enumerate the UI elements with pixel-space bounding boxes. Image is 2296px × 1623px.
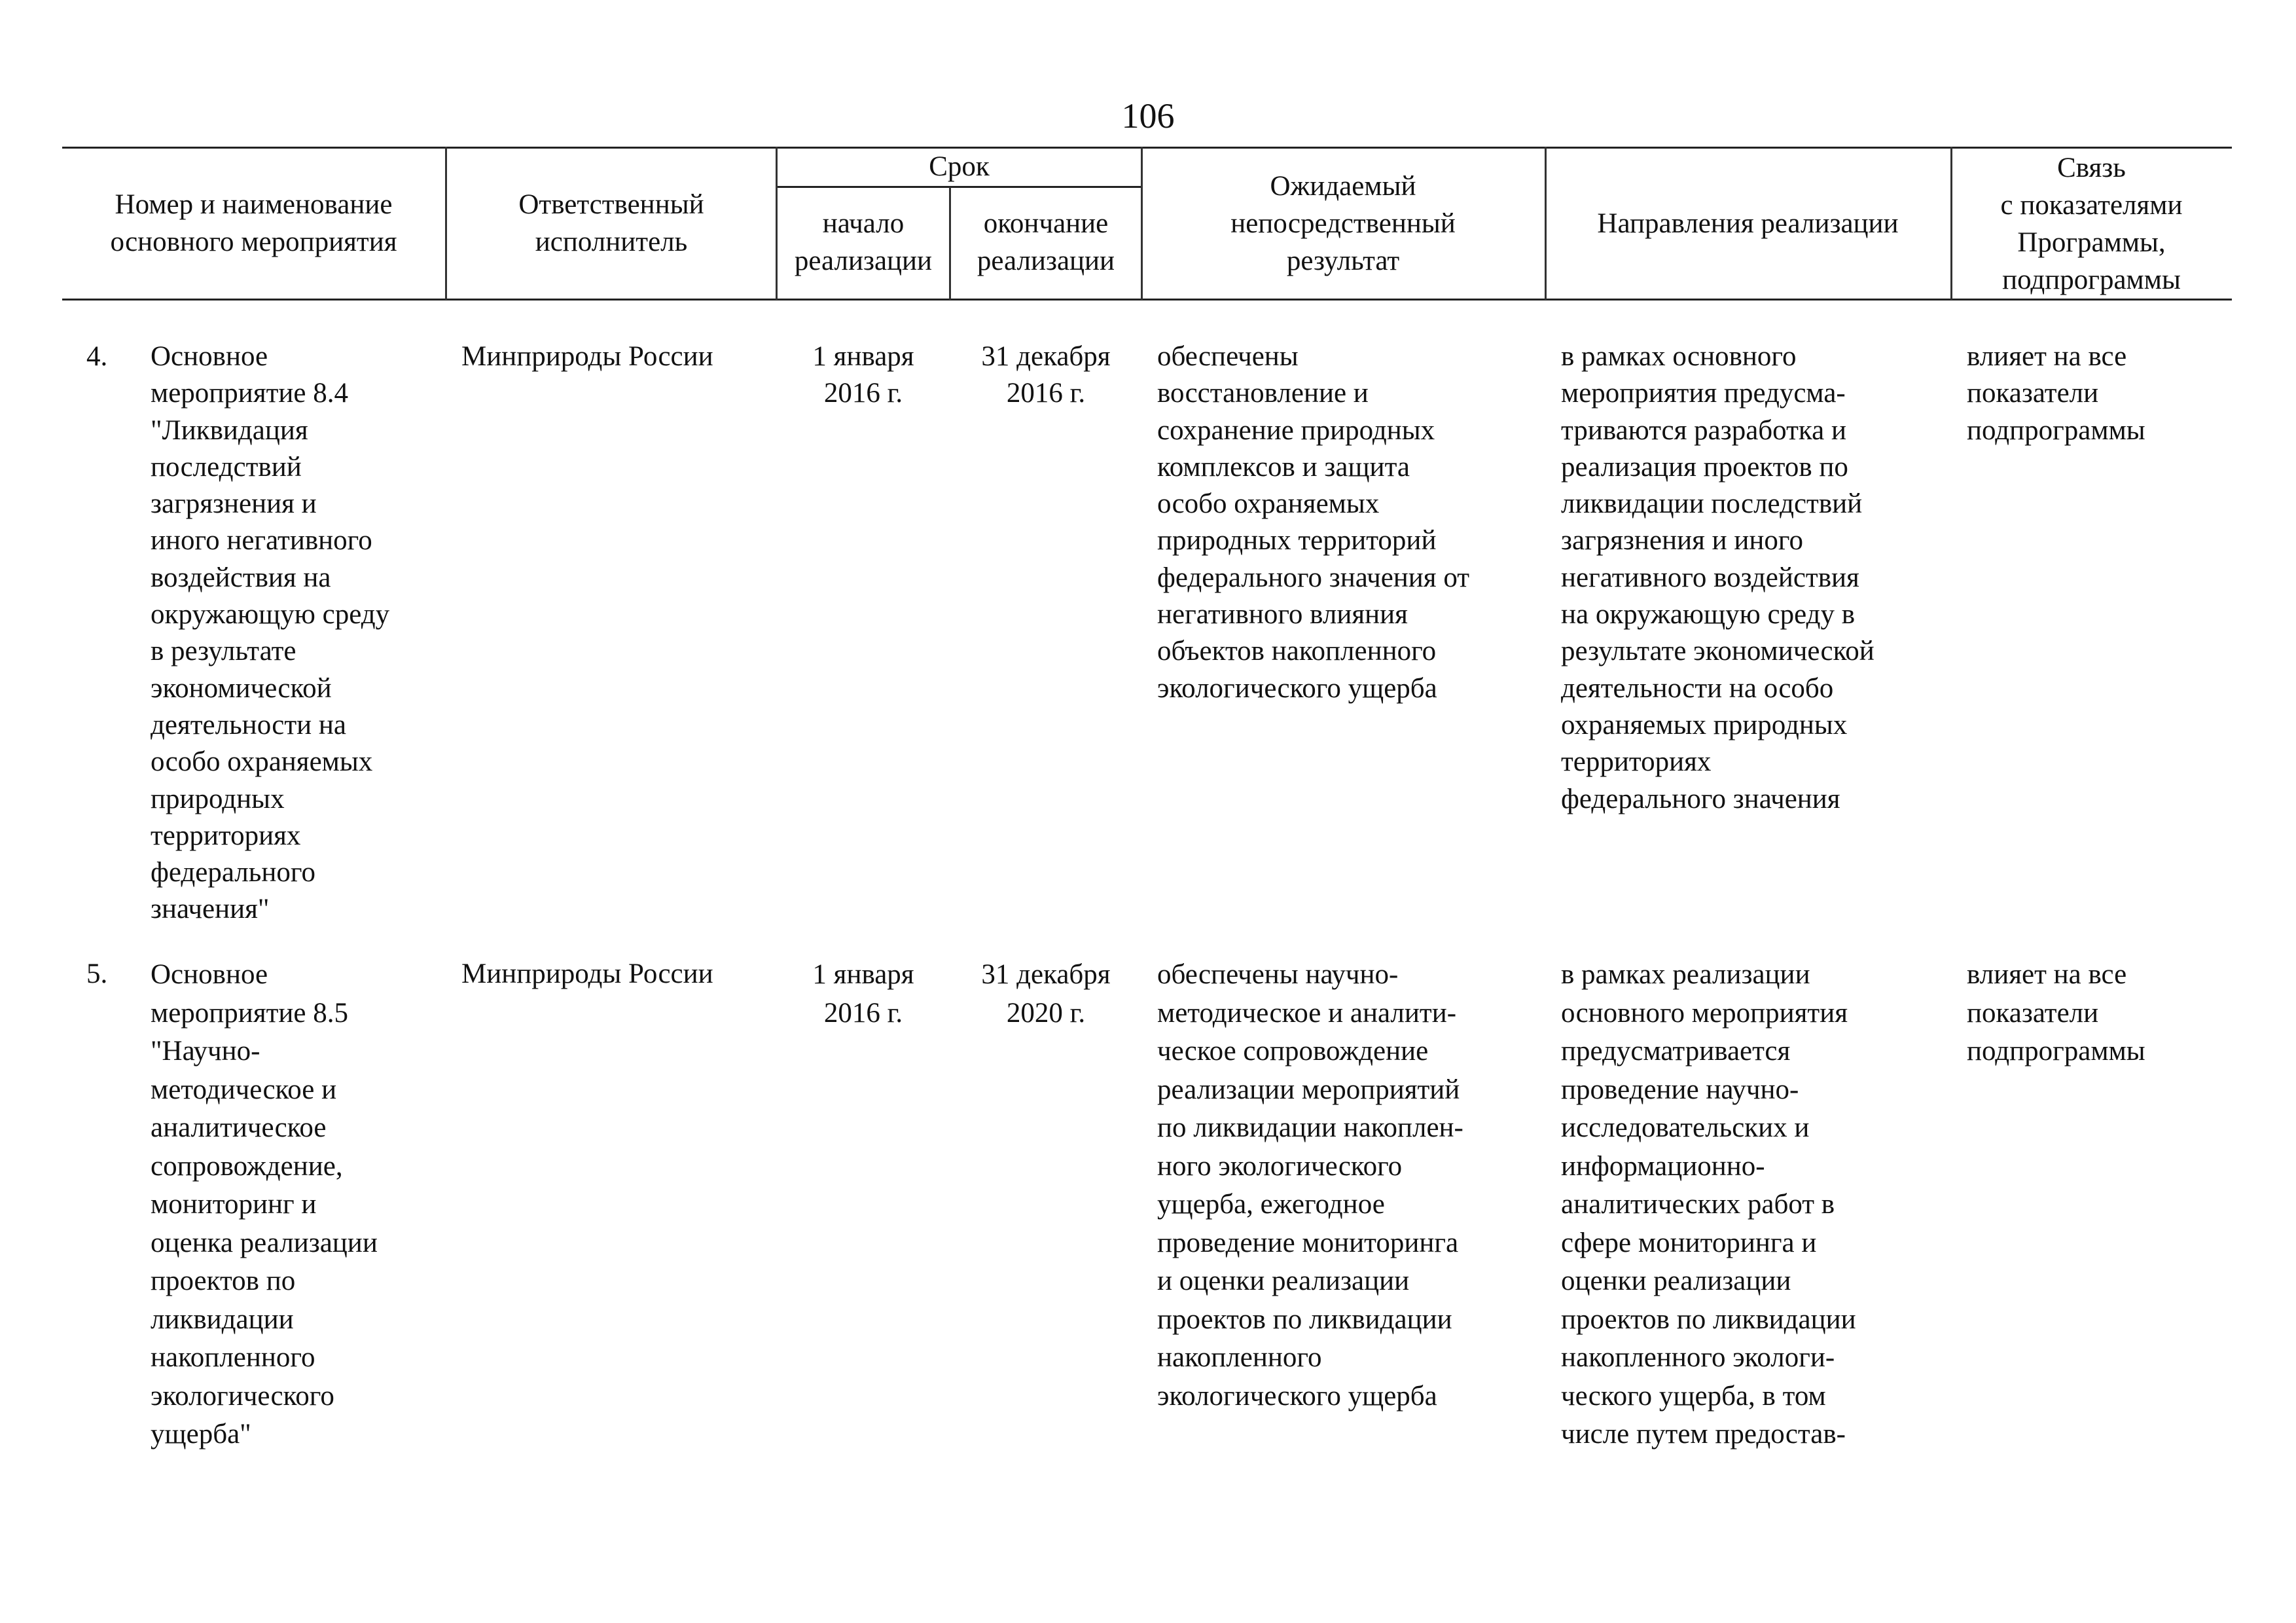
cell-line: накопленного экологи- <box>1561 1342 1835 1373</box>
cell-line: мероприятия предусма- <box>1561 378 1846 409</box>
cell-line: проведение научно- <box>1561 1074 1799 1105</box>
header-text: исполнитель <box>535 227 688 257</box>
header-col-term <box>778 148 1141 185</box>
cell-line: ущерба, ежегодное <box>1157 1189 1385 1220</box>
cell-line: Основное <box>151 959 268 990</box>
cell-line: проектов по ликвидации <box>1157 1304 1452 1335</box>
row-result <box>1157 956 1463 1415</box>
cell-line: федерального значения от <box>1157 562 1470 593</box>
cell-line: территориях <box>1561 746 1712 778</box>
cell-line: сохранение природных <box>1157 414 1435 446</box>
cell-line: ликвидации последствий <box>1561 488 1863 520</box>
row-directions <box>1561 956 1856 1454</box>
cell-line: последствий <box>151 451 302 483</box>
header-text: результат <box>1286 246 1400 276</box>
cell-line: числе путем предостав- <box>1561 1419 1846 1450</box>
row-name <box>151 956 378 1454</box>
cell-line: 31 декабря <box>981 341 1111 372</box>
cell-line: проведение мониторинга <box>1157 1227 1459 1258</box>
cell-line: экологического <box>151 1380 334 1412</box>
cell-line: охраняемых природных <box>1561 709 1848 740</box>
col-rule-1 <box>445 147 447 300</box>
cell-line: федерального значения <box>1561 783 1840 814</box>
cell-line: в результате <box>151 636 296 667</box>
cell-line: 1 января <box>812 959 914 990</box>
cell-line: в рамках основного <box>1561 341 1797 372</box>
header-text: Срок <box>929 151 990 182</box>
row-start <box>778 338 949 412</box>
header-text: начало <box>822 208 905 239</box>
cell-line: накопленного <box>151 1342 315 1373</box>
cell-line: оценки реализации <box>1561 1266 1791 1296</box>
cell-line: территориях <box>151 820 301 851</box>
cell-line: "Научно- <box>151 1036 260 1067</box>
cell-line: загрязнения и <box>151 488 317 520</box>
row-executor <box>461 338 713 375</box>
cell-line: окружающую среду <box>151 599 390 630</box>
header-text: Направления реализации <box>1597 208 1899 239</box>
cell-line: ликвидации <box>151 1304 294 1335</box>
cell-line: экологического ущерба <box>1157 672 1437 704</box>
cell-line: реализации мероприятий <box>1157 1074 1460 1105</box>
cell-line: негативного воздействия <box>1561 562 1859 593</box>
header-text: Номер и наименование <box>115 189 393 220</box>
cell-line: 1 января <box>812 341 914 372</box>
page-number: 106 <box>1121 96 1175 136</box>
cell-line: влияет на все <box>1967 959 2127 990</box>
cell-line: методическое и аналити- <box>1157 997 1457 1029</box>
header-col-name <box>65 186 442 261</box>
header-col-start <box>778 205 949 280</box>
row-number: 5. <box>86 958 108 989</box>
cell-line: 2020 г. <box>1006 997 1086 1029</box>
cell-line: оценка реализации <box>151 1227 378 1258</box>
cell-line: обеспечены <box>1157 341 1299 372</box>
cell-line: и оценки реализации <box>1157 1266 1410 1296</box>
cell-line: накопленного <box>1157 1342 1322 1373</box>
header-text: Программы, <box>2017 227 2166 258</box>
row-start <box>778 956 949 1032</box>
cell-line: деятельности на <box>151 709 347 740</box>
cell-line: мониторинг и <box>151 1189 317 1220</box>
cell-line: природных <box>151 783 285 814</box>
header-top-rule <box>62 147 2232 149</box>
cell-line: подпрограммы <box>1967 414 2145 446</box>
cell-line: исследовательских и <box>1561 1112 1810 1143</box>
cell-line: экологического ущерба <box>1157 1380 1437 1412</box>
header-text: основного мероприятия <box>110 227 397 257</box>
cell-line: обеспечены научно- <box>1157 959 1399 990</box>
cell-line: основного мероприятия <box>1561 997 1848 1029</box>
cell-line: по ликвидации накоплен- <box>1157 1112 1463 1143</box>
row-end <box>951 338 1141 412</box>
cell-line: ущерба" <box>151 1419 251 1450</box>
cell-line: аналитическое <box>151 1112 327 1143</box>
cell-line: иного негативного <box>151 525 372 556</box>
cell-line: экономической <box>151 672 332 704</box>
row-name <box>151 338 389 928</box>
header-col-directions <box>1547 205 1949 242</box>
cell-line: комплексов и защита <box>1157 451 1410 483</box>
cell-line: воздействия на <box>151 562 331 593</box>
cell-line: 31 декабря <box>981 959 1111 990</box>
cell-line: проектов по <box>151 1266 296 1296</box>
cell-line: особо охраняемых <box>151 746 373 778</box>
cell-line: восстановление и <box>1157 378 1369 409</box>
cell-line: загрязнения и иного <box>1561 525 1803 556</box>
cell-line: триваются разработка и <box>1561 414 1846 446</box>
cell-line: методическое и <box>151 1074 337 1105</box>
cell-line: показатели <box>1967 997 2099 1029</box>
header-text: Ожидаемый <box>1270 171 1416 202</box>
header-bottom-rule <box>62 299 2232 301</box>
cell-line: Минприроды России <box>461 958 713 989</box>
header-text: Связь <box>2057 153 2126 183</box>
row-result <box>1157 338 1469 707</box>
cell-line: аналитических работ в <box>1561 1189 1835 1220</box>
cell-line: особо охраняемых <box>1157 488 1380 520</box>
cell-line: проектов по ликвидации <box>1561 1304 1856 1335</box>
cell-line: влияет на все <box>1967 341 2127 372</box>
row-link <box>1967 338 2145 449</box>
header-col-executor <box>448 186 774 261</box>
cell-line: мероприятие 8.4 <box>151 378 348 409</box>
cell-line: реализация проектов по <box>1561 451 1848 483</box>
row-link <box>1967 956 2145 1071</box>
cell-line: результате экономической <box>1561 636 1874 667</box>
cell-line: "Ликвидация <box>151 414 308 446</box>
header-text: подпрограммы <box>2002 264 2181 295</box>
cell-line: на окружающую среду в <box>1561 599 1856 630</box>
cell-line: показатели <box>1967 378 2099 409</box>
cell-line: Минприроды России <box>461 341 713 372</box>
cell-line: федерального <box>151 857 315 888</box>
header-text: непосредственный <box>1230 208 1456 239</box>
header-col-link <box>1952 149 2231 299</box>
row-executor <box>461 956 713 993</box>
cell-line: ного экологического <box>1157 1150 1403 1182</box>
cell-line: сфере мониторинга и <box>1561 1227 1817 1258</box>
cell-line: мероприятие 8.5 <box>151 997 348 1029</box>
row-directions <box>1561 338 1874 818</box>
cell-line: ческое сопровождение <box>1157 1036 1429 1067</box>
cell-line: природных территорий <box>1157 525 1437 556</box>
cell-line: деятельности на особо <box>1561 672 1834 704</box>
cell-line: объектов накопленного <box>1157 636 1437 667</box>
header-text: реализации <box>977 246 1115 276</box>
header-text: реализации <box>794 246 933 276</box>
term-divider-rule <box>776 186 1142 188</box>
cell-line: подпрограммы <box>1967 1036 2145 1067</box>
cell-line: информационно- <box>1561 1150 1765 1182</box>
row-number: 4. <box>86 341 108 372</box>
cell-line: 2016 г. <box>823 378 903 409</box>
cell-line: в рамках реализации <box>1561 959 1810 990</box>
header-text: с показателями <box>2000 190 2183 221</box>
header-col-end <box>951 205 1141 280</box>
cell-line: предусматривается <box>1561 1036 1791 1067</box>
cell-line: ческого ущерба, в том <box>1561 1380 1826 1412</box>
cell-line: значения" <box>151 894 270 925</box>
header-text: Ответственный <box>518 189 704 220</box>
header-text: окончание <box>983 208 1109 239</box>
cell-line: 2016 г. <box>1006 378 1086 409</box>
cell-line: Основное <box>151 341 268 372</box>
header-col-result <box>1143 168 1543 280</box>
cell-line: негативного влияния <box>1157 599 1408 630</box>
cell-line: 2016 г. <box>823 997 903 1029</box>
row-end <box>951 956 1141 1032</box>
cell-line: сопровождение, <box>151 1150 343 1182</box>
